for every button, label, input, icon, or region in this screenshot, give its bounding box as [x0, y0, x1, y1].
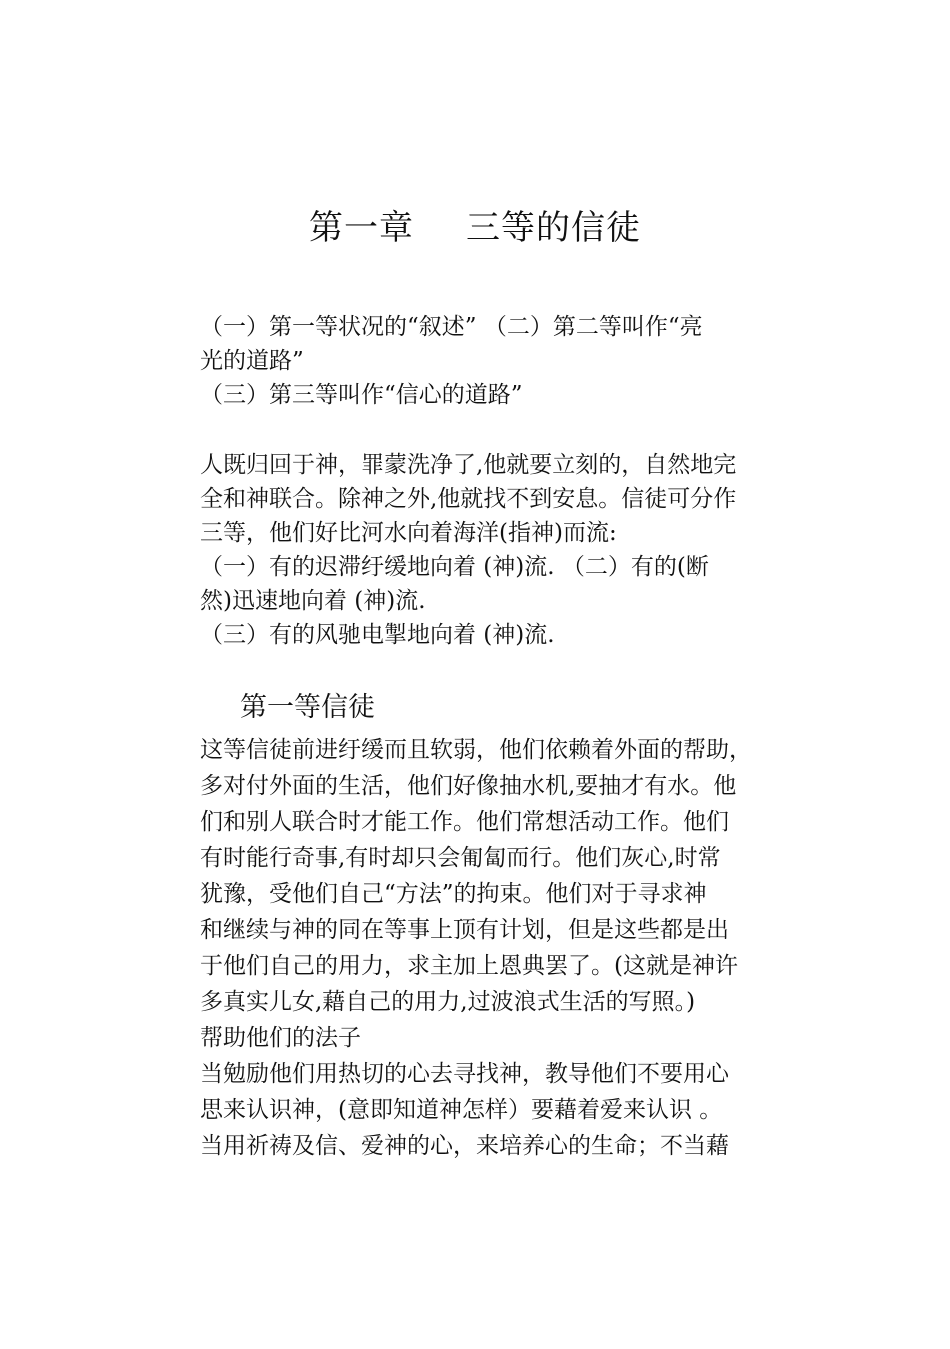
outline-line: （三）第三等叫作“信心的道路” — [200, 382, 523, 408]
body-line: 多真实儿女,藉自己的用力,过波浪式生活的写照。) — [200, 989, 696, 1015]
intro-line: 然)迅速地向着 (神)流. — [200, 588, 426, 614]
body-line: 当勉励他们用热切的心去寻找神，教导他们不要用心 — [200, 1061, 729, 1087]
intro-line: 人既归回于神，罪蒙洗净了,他就要立刻的，自然地完 — [200, 452, 737, 478]
intro-paragraph — [200, 448, 760, 652]
body-line: 于他们自己的用力，求主加上恩典罢了。(这就是神许 — [200, 953, 738, 979]
intro-line: （一）有的迟滞纡缓地向着 (神)流. （二）有的(断 — [200, 554, 709, 580]
body-line: 犹豫，受他们自己“方法”的拘束。他们对于寻求神 — [200, 881, 707, 907]
body-line: 当用祈祷及信、爱神的心，来培养心的生命；不当藉 — [200, 1133, 729, 1159]
intro-line: 三等，他们好比河水向着海洋(指神)而流: — [200, 520, 617, 546]
body-line: 多对付外面的生活，他们好像抽水机,要抽才有水。他 — [200, 773, 737, 799]
outline-line: 光的道路” — [200, 348, 304, 374]
intro-line: （三）有的风驰电掣地向着 (神)流. — [200, 622, 555, 648]
outline-line: （一）第一等状况的“叙述” （二）第二等叫作“亮 — [200, 314, 703, 340]
body-line: 这等信徒前进纡缓而且软弱，他们依赖着外面的帮助， — [200, 737, 752, 763]
chapter-outline — [200, 310, 760, 412]
chapter-number: 第一章 — [309, 208, 414, 248]
section-body — [200, 732, 760, 1164]
body-line: 们和别人联合时才能工作。他们常想活动工作。他们 — [200, 809, 729, 835]
body-line: 帮助他们的法子 — [200, 1025, 361, 1051]
section-heading: 第一等信徒 — [240, 692, 375, 723]
body-line: 有时能行奇事,有时却只会匍匐而行。他们灰心,时常 — [200, 845, 721, 871]
chapter-title — [0, 200, 950, 249]
intro-line: 全和神联合。除神之外,他就找不到安息。信徒可分作 — [200, 486, 737, 512]
body-line: 思来认识神，(意即知道神怎样）要藉着爱来认识 。 — [200, 1097, 723, 1123]
chapter-name: 三等的信徒 — [466, 208, 641, 248]
body-line: 和继续与神的同在等事上顶有计划，但是这些都是出 — [200, 917, 729, 943]
